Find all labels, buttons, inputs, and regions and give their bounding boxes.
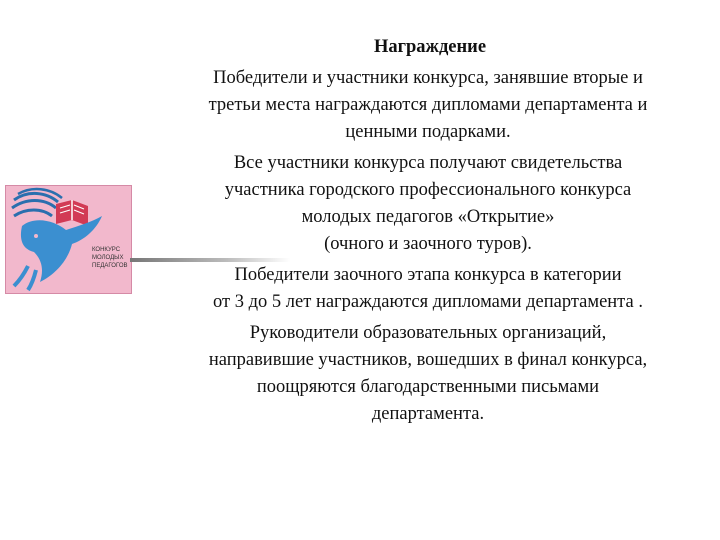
paragraph-heads-of-organizations <box>140 320 716 428</box>
logo-caption-line: КОНКУРС <box>92 247 121 253</box>
text-line: от 3 до 5 лет награждаются дипломами департамента . <box>213 292 643 312</box>
logo-caption-line: ПЕДАГОГОВ <box>92 263 128 269</box>
text-line: третьи места награждаются дипломами департамента и <box>208 95 648 115</box>
text-line: участника городского профессионального конкурса <box>224 180 632 200</box>
text-line: поощряются благодарственными письмами <box>256 377 600 397</box>
text-line: ценными подарками. <box>345 122 511 142</box>
text-line: молодых педагогов «Открытие» <box>301 207 555 227</box>
logo-caption-line: МОЛОДЫХ <box>92 255 124 261</box>
logo-caption <box>92 246 130 270</box>
text-line: Победители и участники конкурса, занявшие вторые и <box>213 68 643 88</box>
slide-title: Награждение <box>373 37 487 57</box>
text-line: Все участники конкурса получают свидетельства <box>233 153 623 173</box>
slide-content <box>140 34 716 432</box>
text-line: Руководители образовательных организаций, <box>249 323 607 343</box>
paragraph-certificates <box>140 150 716 258</box>
text-line: (очного и заочного туров). <box>324 234 532 254</box>
text-line: Победители заочного этапа конкурса в категории <box>234 265 622 285</box>
contest-logo <box>5 185 132 294</box>
text-line: департамента. <box>371 404 485 424</box>
dove-book-icon <box>6 186 131 293</box>
text-line: направившие участников, вошедших в финал конкурса, <box>208 350 648 370</box>
paragraph-awards <box>140 65 716 146</box>
paragraph-correspondence-winners <box>140 262 716 316</box>
